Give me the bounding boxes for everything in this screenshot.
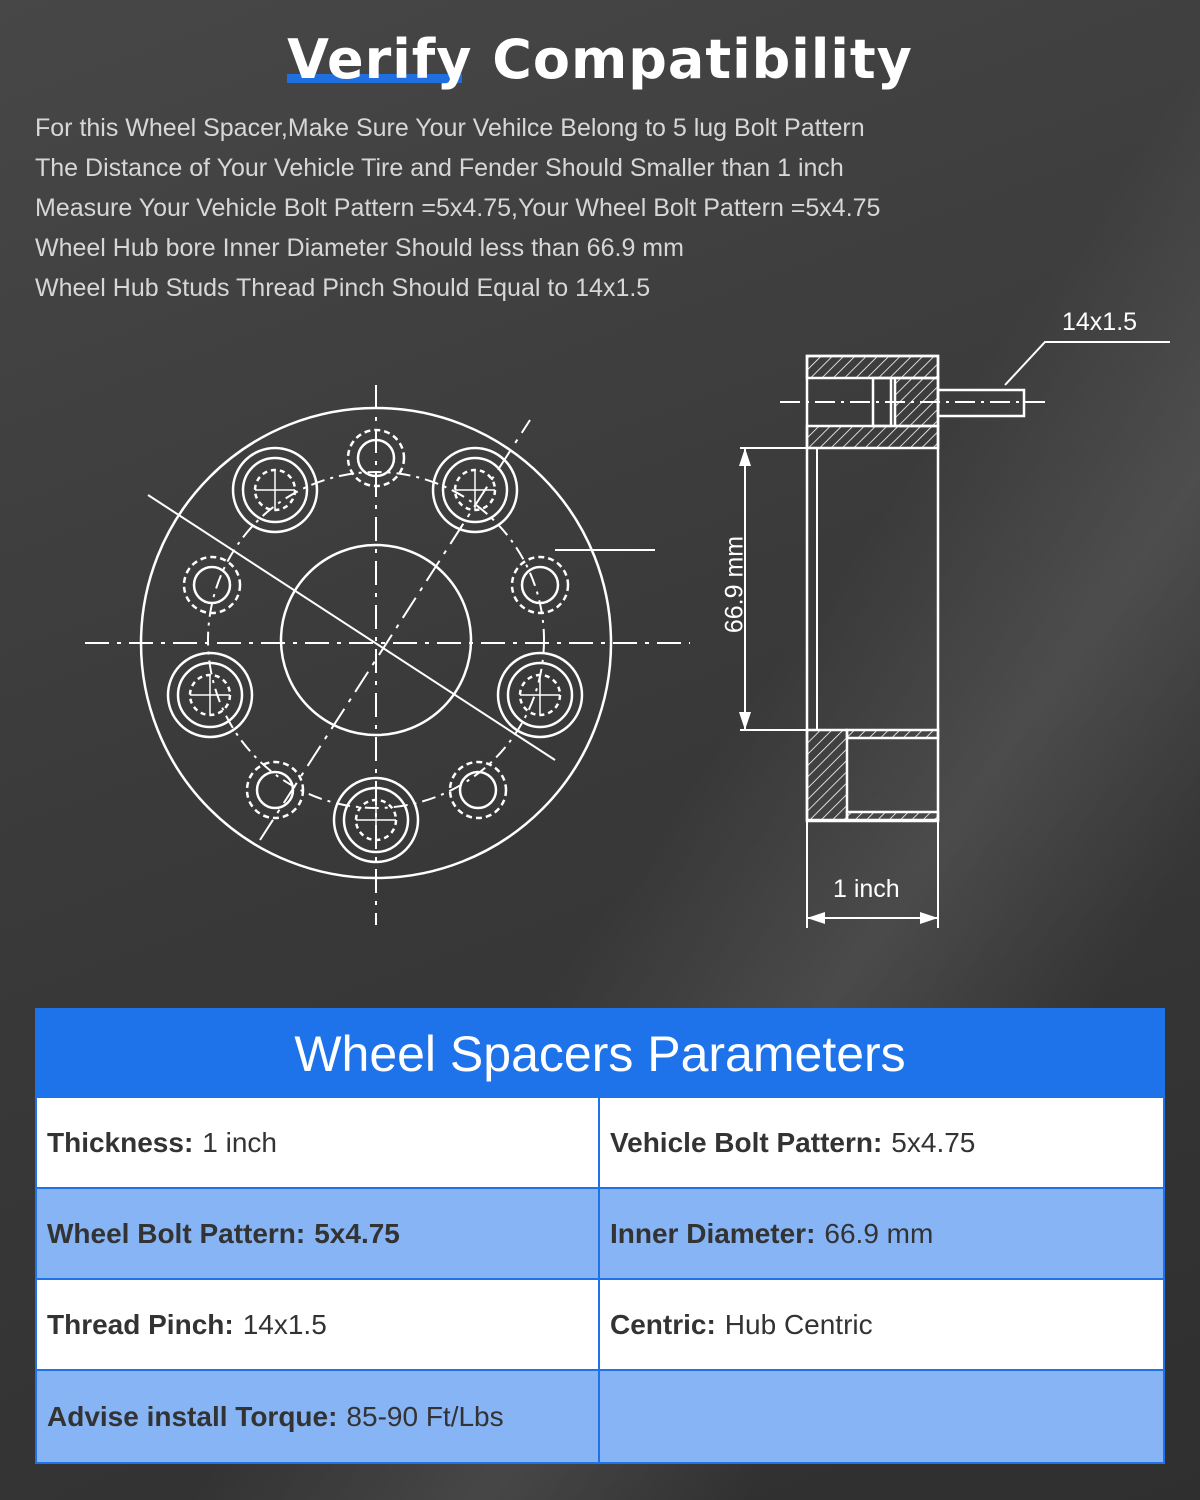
param-value: 14x1.5 bbox=[242, 1308, 327, 1340]
param-key: Thread Pinch: bbox=[47, 1308, 234, 1340]
arrow-up bbox=[739, 448, 751, 466]
arrow-down bbox=[739, 712, 751, 730]
bottom-hatch-top bbox=[847, 730, 938, 738]
requirement-item: Wheel Hub bore Inner Diameter Should less than 66.9 mm bbox=[35, 234, 684, 262]
param-key: Vehicle Bolt Pattern: bbox=[610, 1126, 883, 1158]
bottom-hatch-bottom bbox=[847, 812, 938, 820]
parameters-table bbox=[35, 1008, 1165, 1464]
arrow-right bbox=[920, 912, 938, 924]
param-value: 85-90 Ft/Lbs bbox=[346, 1400, 504, 1432]
table-title: Wheel Spacers Parameters bbox=[37, 1010, 1163, 1098]
table-cell bbox=[37, 1098, 600, 1189]
param-key: Advise install Torque: bbox=[47, 1400, 338, 1432]
bottom-hatch bbox=[807, 730, 847, 820]
page-title-text: Verify Compatibility bbox=[287, 28, 913, 91]
table-cell bbox=[37, 1189, 600, 1280]
hub-stud-hole bbox=[450, 762, 506, 818]
thread-size-label: 14x1.5 bbox=[1062, 308, 1138, 336]
table-cell bbox=[37, 1280, 600, 1371]
table-cell-empty bbox=[600, 1371, 1163, 1462]
param-key: Inner Diameter: bbox=[610, 1217, 816, 1249]
diameter-leader bbox=[148, 495, 555, 760]
front-view bbox=[85, 385, 690, 925]
top-hatch bbox=[807, 356, 938, 378]
param-key: Wheel Bolt Pattern: bbox=[47, 1217, 306, 1249]
param-key: Centric: bbox=[610, 1308, 716, 1340]
requirement-item: The Distance of Your Vehicle Tire and Fender Should Smaller than 1 inch bbox=[35, 154, 844, 182]
requirement-item: Wheel Hub Studs Thread Pinch Should Equal to 14x1.5 bbox=[35, 274, 651, 302]
param-value: Hub Centric bbox=[724, 1308, 873, 1340]
wheel-bolt-hole bbox=[433, 448, 517, 532]
thread-leader bbox=[1005, 342, 1170, 385]
requirement-item: Measure Your Vehicle Bolt Pattern =5x4.75,Your Wheel Bolt Pattern =5x4.75 bbox=[35, 194, 881, 222]
wheel-bolt-hole bbox=[233, 448, 317, 532]
wheel-bolt-hole bbox=[498, 653, 582, 737]
param-value: 1 inch bbox=[202, 1126, 277, 1158]
param-key: Thickness: bbox=[47, 1126, 194, 1158]
arrow-left bbox=[807, 912, 825, 924]
table-cell bbox=[37, 1371, 600, 1462]
inner-diameter-label: 66.9 mm bbox=[720, 535, 749, 634]
requirement-item: For this Wheel Spacer,Make Sure Your Vehilce Belong to 5 lug Bolt Pattern bbox=[35, 114, 865, 142]
param-value: 5x4.75 bbox=[314, 1217, 400, 1249]
param-value: 5x4.75 bbox=[891, 1126, 976, 1158]
table-cell bbox=[600, 1098, 1163, 1189]
side-view bbox=[739, 342, 1170, 928]
thickness-label: 1 inch bbox=[833, 875, 900, 903]
parameters-grid bbox=[37, 1098, 1163, 1462]
table-cell bbox=[600, 1280, 1163, 1371]
hub-stud-hole bbox=[247, 762, 303, 818]
param-value: 66.9 mm bbox=[824, 1217, 934, 1249]
table-cell bbox=[600, 1189, 1163, 1280]
top-hatch-lower bbox=[807, 426, 938, 448]
